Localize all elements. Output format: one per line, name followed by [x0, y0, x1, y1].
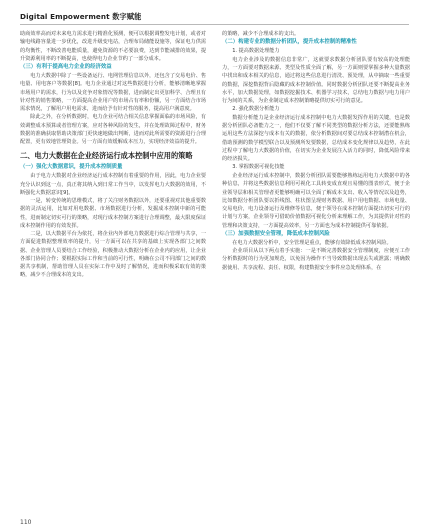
paragraph: 企业经济运行成本控制中，数据分析团队需要能够熟练运用电力大数据中的各种信息，并将这些数据信息利用可视化工具转变成直观且易懂的图表形式，便于企业领导层和相关管理者更能够明确可以全面了解成本支出、收入等情况以及趋势，比如数据分析团队要以折线图、柱状图呈现财务数据、用户用电数据、市场电量、交易电价，电力设备运行及维修等信息，便于领导在成本控制方面提出切实可行的计划与方案，企业领导可借助价值数据可视化分析来理解工作，为其提供针对性的管理和决策支持，一方面提高效率，另一方面也为成本控制提供可靠依据。: [222, 173, 410, 229]
paragraph: 由于电力大数据对企业经济运行成本控制有着重要的作用，因此，电力企业要充分认识到这一点，真正将其纳入到日常工作当中，以发挥电力大数据的效用，不断强化大数据意识[9]。: [20, 173, 206, 196]
header-divider: [20, 24, 409, 25]
right-column: [222, 30, 410, 272]
page-header: [0, 0, 427, 30]
paragraph: 电力企业涉及的数据信息非常广，这就要求数据分析团队要有较高的处理能力，一方面要对数据来源、类型及性质全面了解，另一方面则要掌握多种大量数据中找出和成本相关的信息，通过将这些信息进行清洗、预处理，从中摘取一些重要的数据，深挖数据背后隐藏的成本控制价值。同时数据分析团队还要不断提高业务水平，加大数据处理，如数据挖掘技术、机器学习技术，总结电力数据与电力用户行为间的关系，为企业制定成本控制策略提供切实可行的意见。: [222, 56, 410, 105]
subheading: （二）构建专业的数据分析团队，提升成本控制的精准性: [222, 39, 357, 46]
paragraph: 一是，转变传统的思维模式，将了关注财务数据以外，还要重视对其他重要数据的灵活运用，比如对用电数据、市场数据进行分析，发掘成本控制中新的可能性，进而制定切实可行的策略，对现行成本控制方案进行合理调整，最大限度保证成本控制作用的有效发挥。: [20, 198, 206, 229]
paragraph: 二是，以大数据平台为依托，将企业内外部电力数据进行综合管理与共享，一方面促进数据整理效率的提升，另一方面可以在共享的基础上实现各部门之间数据、企业管理人员要结合工作经验，积极推动大数据分析在企业内的应用，让企业各部门协同合作；要根据实际工作和当前的可行性，明确在公司不同部门之间的数据共享机制，帮助管理人员在实际工作中及时了解情况，进而积极采取有效的策略，减少不合理成本的支出。: [20, 231, 206, 279]
page-number: 110: [20, 519, 32, 526]
subheading: （一）强化大数据意识，提升成本控制质量: [20, 164, 123, 171]
paragraph: 电力大数据中除了一些设备运行、电网管理信息以外，还包含了交易电价、售电量、用电客户等数据[8]。电力企业通过对这些数据进行分析，能够清晰地掌握市场用户的需求，行为以及竞争对象情况等数据，进而制定出更加科学、合理且有针对性的销售策略，一方面提高企业用户的市场占有率和份额，另一方面结合市场需求情况，了解用户用电需求，进而给予有针对性的服务，提高用户满意度。: [20, 73, 206, 112]
sub-subheading: 3. 掌握数据可视化技能: [232, 164, 285, 171]
paragraph: 在电力大数据分析中，安全管理是重点，能够有效降低成本控制风险。: [232, 239, 392, 246]
left-column: [20, 30, 206, 280]
paragraph: 企业项目从以下两点着手实施：一是不断完善数据安全管理制度，应便互工作分析数据时的行为更加规范，以免因为操作不当导致数据出现丢失或泄露；明确数据使用、共享流程、责任、权限，构建数据安全事件应急处理体系，在: [222, 248, 410, 271]
subheading: （三）加强数据安全管理，降低成本控制风险: [222, 230, 330, 237]
subheading: （三）有利于提高电力企业的经济效益: [20, 64, 112, 70]
sub-subheading: 2. 强化数据分析能力: [232, 106, 280, 113]
sub-subheading: 1. 提高数据处理能力: [232, 48, 280, 55]
paragraph: 数据分析能力是企业经济运行成本控制中电力大数据发挥作用的关键，也是数据分析团队必备能力之一，他们不仅要了解不同类型的数据分析方法，还要能熟练运用这些方法深挖与成本有关的数据，依分析数据间对要总结成本控制潜在机会，借助预测的数学模型联合以及预测所发要数据，总结成本变化规律以及趋势，在此过程中了解电力大数据的价值，在切实为企业发展注入活力的同时，降低风险带来的经济损失。: [222, 114, 410, 163]
paragraph: 助商效率高而对未来电力需求进行精准化预测，便可以根据调整发电计划，或者对输电线路容量进一步优化，改进升级变电站，合理布局储能设施等，保证电力供需的均衡性，不断改善电能质量，避免资源的不必要浪费，达到节能减排的效果，提升资源利用率的不断提高，也使得电力企业节约了一部分成本。: [20, 31, 206, 62]
journal-title: Digital Empowerment 数字赋能: [20, 12, 142, 21]
section-heading: 二、电力大数据在企业经济运行成本控制中应用的策略: [20, 151, 193, 161]
paragraph: 的策略，减少不合理成本的支出。: [222, 31, 300, 37]
paragraph: 除此之外，在分析数据时，电力企业可结合相关信息掌握面临的市场风险，有效调整成本预算或者管理方案，应对各种风险的发生，并在处理故障过程中，财务数据的准确获取帮助决策部门更快速地做出判断，进而对此所需要的资源进行合理配置，更有效地管理资金。另一方面有效缓解成本压力，实现经济效益的提升。: [20, 114, 206, 145]
